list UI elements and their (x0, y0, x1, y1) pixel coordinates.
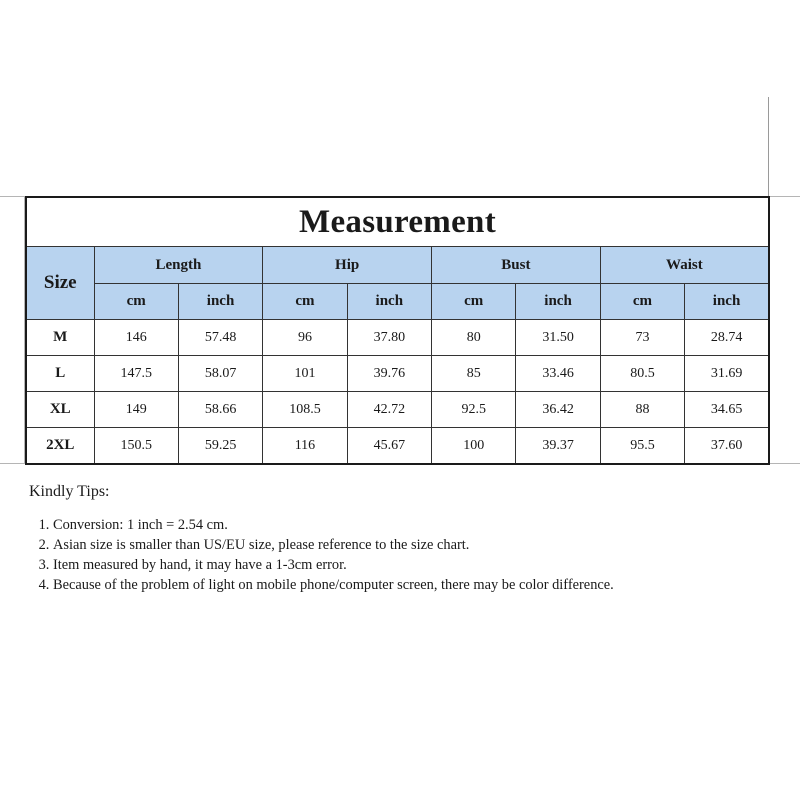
value-cell: 88 (600, 392, 684, 428)
group-header-length: Length (94, 247, 263, 284)
page-guide-line (0, 196, 24, 197)
size-cell: L (26, 356, 94, 392)
tip-item: 4. Because of the problem of light on mobile phone/computer screen, there may be color difference. (53, 575, 629, 595)
page-guide-line (768, 97, 769, 197)
size-column-header: Size (26, 247, 94, 320)
unit-header: inch (685, 284, 769, 320)
chart-title: Measurement (26, 197, 769, 247)
value-cell: 33.46 (516, 356, 600, 392)
value-cell: 34.65 (685, 392, 769, 428)
group-header-hip: Hip (263, 247, 432, 284)
unit-header: cm (263, 284, 347, 320)
table-row (26, 392, 769, 428)
value-cell: 73 (600, 320, 684, 356)
value-cell: 80 (432, 320, 516, 356)
tip-item: 2. Asian size is smaller than US/EU size, please reference to the size chart. (53, 535, 629, 555)
value-cell: 149 (94, 392, 178, 428)
value-cell: 95.5 (600, 428, 684, 465)
unit-header: inch (516, 284, 600, 320)
tips-list (29, 515, 629, 595)
unit-header: inch (178, 284, 262, 320)
value-cell: 31.69 (685, 356, 769, 392)
size-cell: XL (26, 392, 94, 428)
page-guide-line (768, 196, 800, 197)
kindly-tips-section (29, 483, 629, 595)
value-cell: 28.74 (685, 320, 769, 356)
size-cell: M (26, 320, 94, 356)
table-row (26, 320, 769, 356)
value-cell: 39.37 (516, 428, 600, 465)
unit-header: cm (94, 284, 178, 320)
table-row (26, 428, 769, 465)
value-cell: 58.66 (178, 392, 262, 428)
value-cell: 108.5 (263, 392, 347, 428)
value-cell: 96 (263, 320, 347, 356)
size-cell: 2XL (26, 428, 94, 465)
value-cell: 101 (263, 356, 347, 392)
tip-item: 1. Conversion: 1 inch = 2.54 cm. (53, 515, 629, 535)
tip-item: 3. Item measured by hand, it may have a 1-3cm error. (53, 555, 629, 575)
value-cell: 45.67 (347, 428, 431, 465)
value-cell: 85 (432, 356, 516, 392)
unit-header: cm (432, 284, 516, 320)
value-cell: 80.5 (600, 356, 684, 392)
size-chart-table (25, 196, 770, 465)
value-cell: 150.5 (94, 428, 178, 465)
value-cell: 100 (432, 428, 516, 465)
group-header-waist: Waist (600, 247, 769, 284)
unit-header: inch (347, 284, 431, 320)
value-cell: 31.50 (516, 320, 600, 356)
value-cell: 147.5 (94, 356, 178, 392)
value-cell: 57.48 (178, 320, 262, 356)
value-cell: 37.80 (347, 320, 431, 356)
unit-header: cm (600, 284, 684, 320)
value-cell: 39.76 (347, 356, 431, 392)
value-cell: 58.07 (178, 356, 262, 392)
value-cell: 36.42 (516, 392, 600, 428)
value-cell: 42.72 (347, 392, 431, 428)
group-header-bust: Bust (432, 247, 601, 284)
value-cell: 37.60 (685, 428, 769, 465)
value-cell: 92.5 (432, 392, 516, 428)
value-cell: 146 (94, 320, 178, 356)
value-cell: 59.25 (178, 428, 262, 465)
value-cell: 116 (263, 428, 347, 465)
tips-title: Kindly Tips: (29, 483, 110, 500)
table-row (26, 356, 769, 392)
